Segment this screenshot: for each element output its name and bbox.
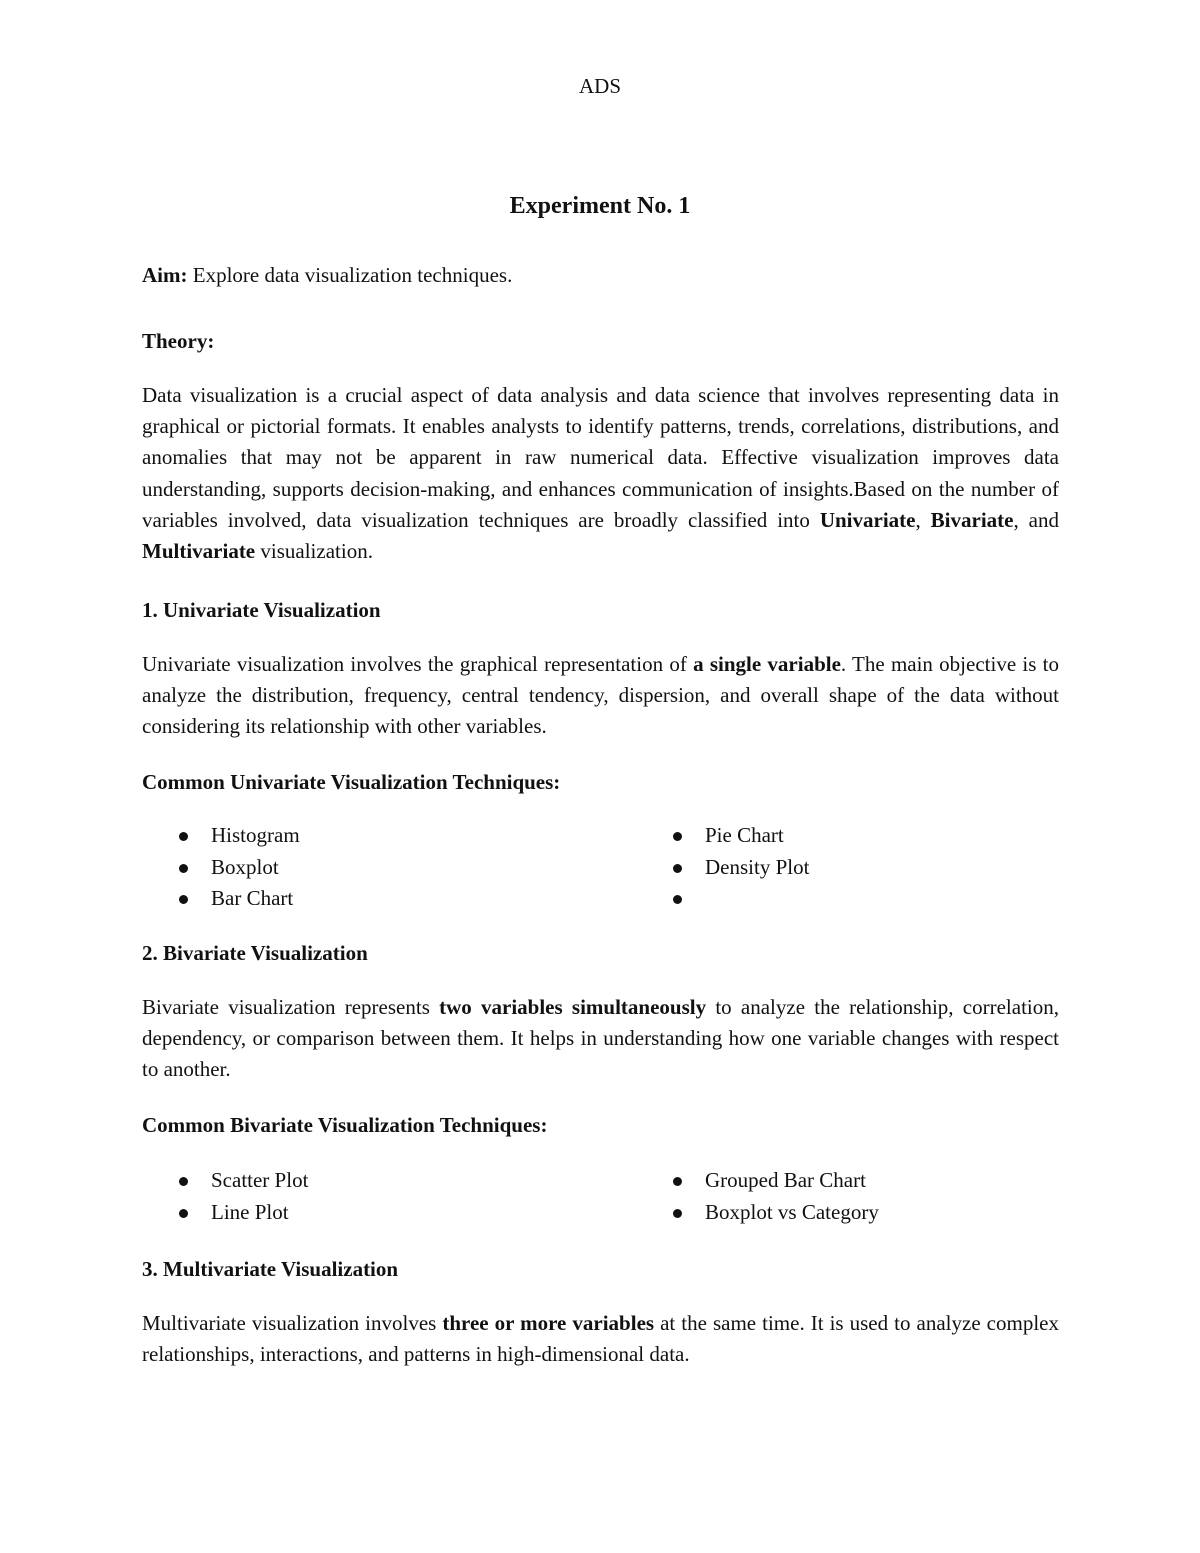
bivariate-text-after: to analyze the relationship, correlation, dependency, or comparison between them. It helps in understanding how one variable changes with respect to another. [142, 995, 1059, 1082]
list-item-label: Grouped Bar Chart [705, 1168, 866, 1192]
univariate-heading: 1. Univariate Visualization [142, 598, 381, 622]
bivariate-term: Bivariate [930, 507, 1014, 532]
univariate-paragraph [142, 649, 1059, 743]
aim-label: Aim: [142, 263, 188, 287]
univariate-list-right [673, 820, 809, 915]
list-item [179, 1165, 308, 1197]
univariate-list-left [179, 820, 300, 915]
univariate-text-before: Univariate visualization involves the graphical representation of [142, 652, 694, 676]
list-item [179, 852, 300, 884]
bivariate-bold: two variables simultaneously [439, 995, 707, 1019]
bullet-icon [179, 1177, 188, 1186]
bivariate-list-left [179, 1165, 308, 1228]
bivariate-text-before: Bivariate visualization represents [142, 995, 440, 1019]
theory-separator-2: , and [1013, 507, 1059, 532]
list-item-label: Bar Chart [211, 886, 294, 910]
bivariate-heading: 2. Bivariate Visualization [142, 941, 368, 965]
theory-text: Data visualization is a crucial aspect of data analysis and data science that involves representing data in graphical or pictorial formats. It enables analysts to identify patterns, trends, correlations, distributions, and anomalies that may not be apparent in raw numerical data. Effective visualization improves data understanding, supports decision-making, and enhances communication of insights.Based on the number of variables involved, data visualization techniques are broadly classified into [142, 383, 1059, 532]
aim-line [142, 260, 1059, 291]
list-item [673, 883, 809, 915]
experiment-title: Experiment No. 1 [509, 193, 691, 219]
bivariate-techniques-heading: Common Bivariate Visualization Techniques: [142, 1113, 548, 1137]
aim-text: Explore data visualization techniques. [187, 263, 513, 287]
list-item-label: Line Plot [211, 1199, 289, 1224]
univariate-bold: a single variable [693, 652, 841, 676]
multivariate-bold: three or more variables [442, 1311, 655, 1335]
list-item-label: Scatter Plot [211, 1168, 309, 1192]
list-item-label: Boxplot vs Category [705, 1199, 879, 1224]
list-item [179, 883, 300, 915]
multivariate-text-after: at the same time. It is used to analyze complex relationships, interactions, and patterns in high-dimensional data. [142, 1311, 1059, 1367]
list-item [673, 1197, 879, 1229]
bullet-icon [179, 864, 188, 873]
theory-paragraph [142, 380, 1059, 567]
bullet-icon [673, 895, 682, 904]
bullet-icon [673, 1209, 682, 1218]
multivariate-heading: 3. Multivariate Visualization [142, 1257, 399, 1281]
bullet-icon [673, 832, 682, 841]
bivariate-list-right [673, 1165, 879, 1228]
list-item [179, 1197, 308, 1229]
theory-heading: Theory: [142, 329, 215, 353]
list-item [673, 852, 809, 884]
theory-end: visualization. [255, 539, 373, 564]
theory-separator-1: , [915, 507, 931, 532]
multivariate-term: Multivariate [142, 539, 256, 564]
list-item [673, 820, 809, 852]
list-item-label: Density Plot [705, 854, 810, 879]
list-item-label: Boxplot [211, 854, 279, 879]
bullet-icon [179, 832, 188, 841]
list-item [179, 820, 300, 852]
list-item-label: Pie Chart [705, 823, 784, 847]
multivariate-text-before: Multivariate visualization involves [142, 1311, 443, 1335]
bullet-icon [179, 895, 188, 904]
bullet-icon [673, 864, 682, 873]
multivariate-paragraph [142, 1308, 1059, 1370]
bullet-icon [179, 1209, 188, 1218]
list-item [673, 1165, 879, 1197]
univariate-text-after: . The main objective is to analyze the distribution, frequency, central tendency, dispersion, and overall shape of the data without considering its relationship with other variables. [142, 652, 1059, 739]
univariate-techniques-heading: Common Univariate Visualization Techniques: [142, 770, 561, 794]
bivariate-paragraph [142, 992, 1059, 1086]
univariate-term: Univariate [819, 507, 916, 532]
bullet-icon [673, 1177, 682, 1186]
list-item-label: Histogram [211, 823, 300, 847]
page-header: ADS [578, 74, 621, 98]
